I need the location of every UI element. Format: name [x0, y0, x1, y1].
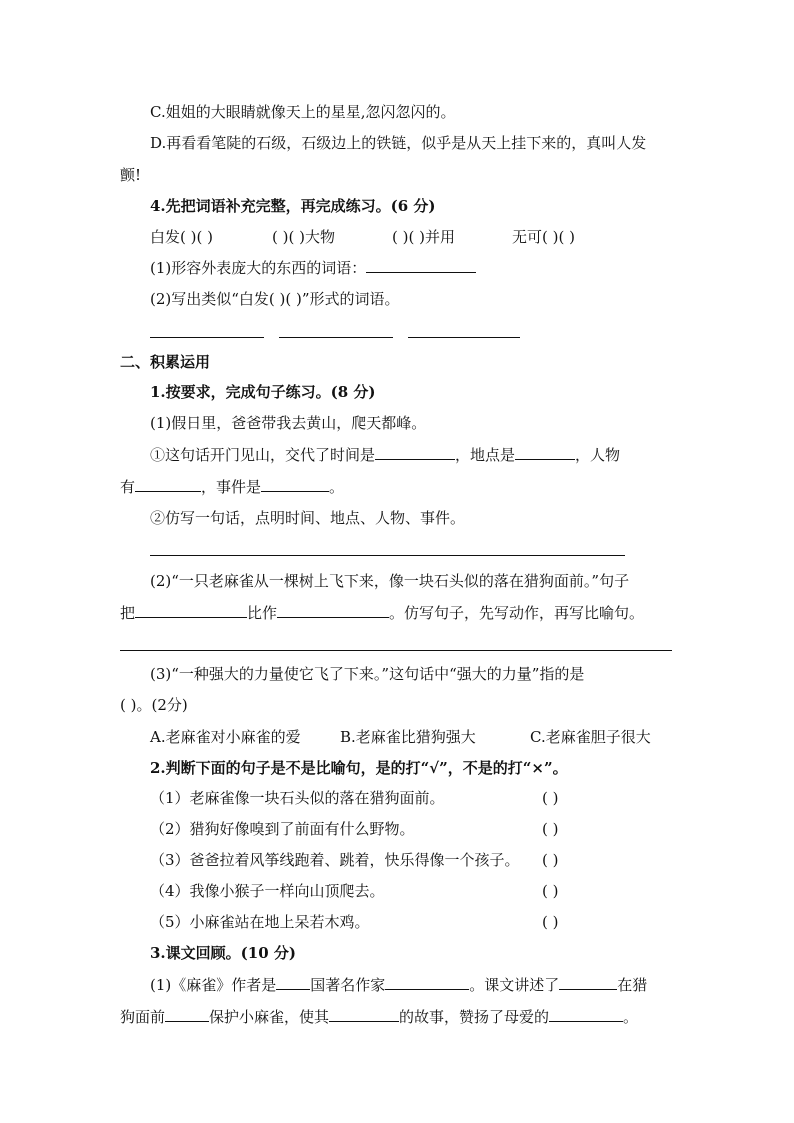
answer-blank[interactable]	[135, 603, 247, 618]
s2-q1-sentence1: (1)假日里，爸爸带我去黄山，爬天都峰。	[150, 414, 427, 432]
answer-blank[interactable]	[559, 975, 617, 990]
s2-q1-part-b: ②仿写一句话，点明时间、地点、人物、事件。	[150, 509, 466, 527]
answer-blank[interactable]	[366, 258, 476, 273]
s2-q1-part-a-cont	[120, 477, 344, 497]
text: 。	[329, 478, 345, 496]
choice-a[interactable]: A.老麻雀对小麻雀的爱	[150, 728, 301, 746]
judge-item-3: （3）爸爸拉着风筝线跑着、跳着，快乐得像一个孩子。	[150, 851, 520, 869]
text: ①这句话开门见山，交代了时间是	[150, 446, 376, 464]
q4-word-1: 白发( )( )	[150, 228, 213, 246]
answer-blank[interactable]	[329, 1007, 399, 1022]
choice-c[interactable]: C.老麻雀胆子很大	[530, 728, 651, 746]
answer-line[interactable]	[279, 337, 393, 338]
q4-sub1	[150, 258, 476, 278]
s2-q2-title: 2.判断下面的句子是不是比喻句，是的打“√”，不是的打“×”。	[150, 759, 568, 777]
judge-item-2: （2）猎狗好像嗅到了前面有什么野物。	[150, 820, 415, 838]
option-d-line1: D.再看看笔陡的石级，石级边上的铁链，似乎是从天上挂下来的，真叫人发	[150, 134, 647, 152]
answer-line[interactable]	[120, 650, 672, 651]
q4-word-4: 无可( )( )	[512, 228, 575, 246]
answer-blank-people[interactable]	[135, 477, 201, 492]
q4-sub1-text: (1)形容外表庞大的东西的词语：	[150, 259, 367, 277]
text: ，人物	[575, 446, 621, 464]
text: 在猎	[617, 976, 648, 994]
text: 。课文讲述了	[469, 976, 560, 994]
answer-parens[interactable]: ( )	[542, 789, 559, 807]
text: 。仿写句子，先写动作，再写比喻句。	[389, 604, 645, 622]
text: 有	[120, 478, 136, 496]
s2-q1-sentence3-line1: (3)“一种强大的力量使它飞了下来。”这句话中“强大的力量”指的是	[150, 665, 585, 683]
q4-title: 4.先把词语补充完整，再完成练习。(6 分)	[150, 197, 436, 215]
text: 国著名作家	[310, 976, 386, 994]
answer-blank-time[interactable]	[375, 445, 455, 460]
answer-parens[interactable]: ( )	[542, 913, 559, 931]
answer-parens[interactable]: ( )	[542, 851, 559, 869]
text: 。	[623, 1008, 639, 1026]
answer-blank-event[interactable]	[261, 477, 329, 492]
q4-word-3: ( )( )并用	[392, 228, 455, 246]
s2-q1-sentence2-line2	[120, 603, 644, 623]
text: (1)《麻雀》作者是	[150, 976, 277, 994]
text: 狗面前	[120, 1008, 166, 1026]
option-d-line2: 颤!	[120, 166, 142, 184]
s2-q3-line2	[120, 1007, 638, 1027]
answer-blank[interactable]	[165, 1007, 209, 1022]
answer-parens[interactable]: ( )	[542, 882, 559, 900]
s2-q1-part-a	[150, 445, 620, 465]
s2-q3-line1	[150, 975, 647, 995]
answer-blank-country[interactable]	[276, 975, 310, 990]
option-c: C.姐姐的大眼睛就像天上的星星,忽闪忽闪的。	[150, 103, 456, 121]
section-title: 二、积累运用	[120, 353, 211, 371]
answer-blank[interactable]	[277, 603, 389, 618]
answer-blank-place[interactable]	[515, 445, 575, 460]
answer-line[interactable]	[150, 337, 264, 338]
answer-blank[interactable]	[549, 1007, 623, 1022]
s2-q1-sentence2-line1: (2)“一只老麻雀从一棵树上飞下来，像一块石头似的落在猎狗面前。”句子	[150, 572, 630, 590]
text: 把	[120, 604, 136, 622]
answer-line[interactable]	[150, 555, 625, 556]
judge-item-1: （1）老麻雀像一块石头似的落在猎狗面前。	[150, 789, 445, 807]
q4-sub2: (2)写出类似“白发( )( )”形式的词语。	[150, 290, 400, 308]
answer-line[interactable]	[408, 337, 520, 338]
choice-b[interactable]: B.老麻雀比猎狗强大	[340, 728, 476, 746]
s2-q1-title: 1.按要求，完成句子练习。(8 分)	[150, 383, 376, 401]
judge-item-5: （5）小麻雀站在地上呆若木鸡。	[150, 913, 370, 931]
text: 比作	[247, 604, 278, 622]
q4-word-2: ( )( )大物	[272, 228, 335, 246]
judge-item-4: （4）我像小猴子一样向山顶爬去。	[150, 882, 385, 900]
text: 的故事，赞扬了母爱的	[399, 1008, 550, 1026]
text: ，地点是	[455, 446, 516, 464]
s2-q3-title: 3.课文回顾。(10 分)	[150, 944, 296, 962]
text: ，事件是	[201, 478, 262, 496]
text: 保护小麻雀，使其	[209, 1008, 330, 1026]
answer-blank-author[interactable]	[385, 975, 469, 990]
s2-q1-sentence3-line2: ( )。(2分)	[120, 696, 188, 714]
answer-parens[interactable]: ( )	[542, 820, 559, 838]
